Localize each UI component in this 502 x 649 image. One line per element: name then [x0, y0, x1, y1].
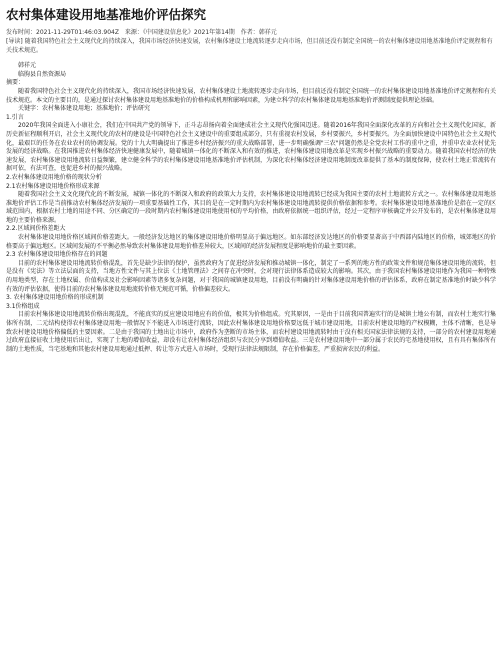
keywords: 关键字：农村集体建设用地；基准地价；评估研究	[18, 105, 151, 113]
publish-date: 发布时间：2021-11-29T01:46:03.904Z	[6, 29, 119, 36]
section-heading: 1.引言	[6, 113, 24, 121]
section-heading: 2.2.区域间价格差距大	[6, 225, 66, 233]
section-heading: 2.农村集体建设用地价格的现状分析	[6, 173, 102, 181]
guide-text: [导读] 随着我国特色社会主义现代化的持续深入，我国市场经济快速发展，农村集体建设土地流转逐步走向市场，但目前还没有制定全国统一的农村集体建设用地基准地价评定规程和有关技术规范。	[6, 38, 493, 54]
article-source: 来源：《中国建设信息化》2021年第14期	[124, 29, 235, 36]
section-paragraph: 目前的农村集体建设用地流转价格混乱，首先是缺少法律的保护，虽然政府为了促进经济发展和推动城镇一体化，制定了一系列的地方性的政策文件和规范集体建设用地的流转，但是没有《宪法》等立法层面的支持，当地方性文件与其上位法《土地管理法》之间存在冲突时，会对现行法律体系造成较大的影响。其次，由于我国农村集体建设用地作为我国一种特殊的用地类型，存在土地权属、价值构成及社会影响因素等诸多复杂问题，对于我国的城镇建设用地，目前没有明确的针对集体建设用地价格的评估体系，政府在制定基准地价时缺少科学有效的评估依据，使得目前的农村集体建设用地流转价格无规范可循，价格偏差较大。	[6, 259, 496, 293]
abstract-heading: 摘要：	[6, 79, 25, 87]
section-heading: 3.1价格组成	[6, 302, 40, 310]
section-paragraph: 农村集体建设用地价格区域间价格差距大。一般经济发达地区的集体建设用地价格明显高于偏远地区。如东部经济发达地区的价格要显著高于中西部内陆地区的价格，城郊地区的价格要高于偏远地区。区域间发展的不平衡必然导致农村集体建设用地价格差异较大，区域间的经济发展程度是影响地价的最主要因素。	[6, 234, 496, 250]
section-heading: 3. 农村集体建设用地价格的形成机制	[6, 294, 104, 302]
abstract-text: 随着我国特色社会主义现代化的持续深入，我国市场经济快速发展，农村集体建设土地流转逐步走向市场，但目前还没有制定全国统一的农村集体建设用地基准地价评定规程和有关技术规范。本文的主要目的，是通过探讨农村集体建设用地基准地价的价格构成机理和影响因素，为建立科学的农村集体建设用地基准地价评测制度提供理论基础。	[6, 87, 496, 104]
section-paragraph: 目前农村集体建设用地流转价格出现混乱，不能真实的反应建设用地应有的价值，极其为价格组成。究其原因，一是由于目前我国普遍实行的是城镇土地公有制，而农村土地实行集体所有制，二元结构使得农村集体建设用地一般情况下不能进入市场进行流转，因此农村集体建设用地价格要远低于城市建设用地，目前农村建设用地的产权模糊，主体不清晰，也是导致农村建设用地价格偏低的主要因素。二是由于我国的土地出让市场中，政府作为垄断的市场主体，而农村建设用地流转时由于没有相关国家法律法规的支持，一部分的农村建设用地通过政府直接征收土地使用后出让，实现了土地的增值收益，却没有让农村集体经济组织与农民分享到增值收益。三是农村建设用地中一部分属于农民的宅基地使用权，且有具有集体所有制的土地性质，当宅基地和其他农村建设用地通过抵押、转让等方式进入市场时，受现行法律法规限制，存在价格偏差，严重损害农民的利益。	[6, 311, 496, 353]
article-body	[6, 114, 496, 355]
article-meta	[6, 29, 496, 37]
section-heading: 2.3 农村集体建设用地价格存在的问题	[6, 251, 108, 259]
section-paragraph: 2020年我国全面进入小康社会，我们在中国共产党的领导下，正斗志昂扬向着全面建成社会主义现代化强国迈进。随着2016年我国全面深化改革的方向和社会主义现代化国家，新历史新征程顺利开启，社会主义现代化的农村的建设是中国特色社会主义建设中的重要组成部分，只有重视农村发展，乡村要振兴，乡村要振兴。为全面加快建设中国特色社会主义现代化，最艰巨的任务在农业农村的协调发展。党的十九大明确提出了推进乡村经济振兴的重大战略部署，进一步明确强调"三农"问题仍然是全党农村工作的重中之重，并重申农业农村优先发展的经济战略。在我国推进农村集体经济快速健康发展中，随着城镇一体化的不断深入和有效的推进，农村集体建设用地改革是实现乡村振兴战略的重要动力。随着我国农村经济的快速发展，农村集体建设用地流转日益频繁，建立健全科学的农村集体建设用地基准地价评估机制，为深化农村集体经济建设用地制度改革提供了基本的制度保障，使农村土地正常流转有据可依，有法可查，也促进乡村的振兴战略。	[6, 122, 496, 173]
article-author: 作者：韩祥元	[240, 29, 277, 36]
article-title: 农村集体建设用地基准地价评估探究	[6, 7, 207, 22]
author-affiliation: 临朐县自然资源局	[18, 70, 67, 78]
section-heading: 2.1农村集体建设用地价格形成来源	[6, 182, 100, 190]
author-name: 韩祥元	[18, 62, 37, 70]
section-paragraph: 随着我国社会主义文化现代化的不断发展，城镇一体化的不断深入和政府的政策大力支持，农村集体建设用地流转已经成为我国主要的农村土地流转方式之一。农村集体建设用地基准地价评估工作是当前推动农村集体经济发展的一项重要基础性工作，其目的是在一定时期内为农村集体建设用地流转提供价格依据和参考。农村集体建设用地基准地价是指在一定的区域范围内，根据农村土地的用途不同、分区确定的一段时期内农村集体建设用地使用权的平均价格，由政府依据统一组织评估，经过一定程序审核确定并公开发布的，是农村集体建设用地的主要价格来源。	[6, 191, 496, 224]
